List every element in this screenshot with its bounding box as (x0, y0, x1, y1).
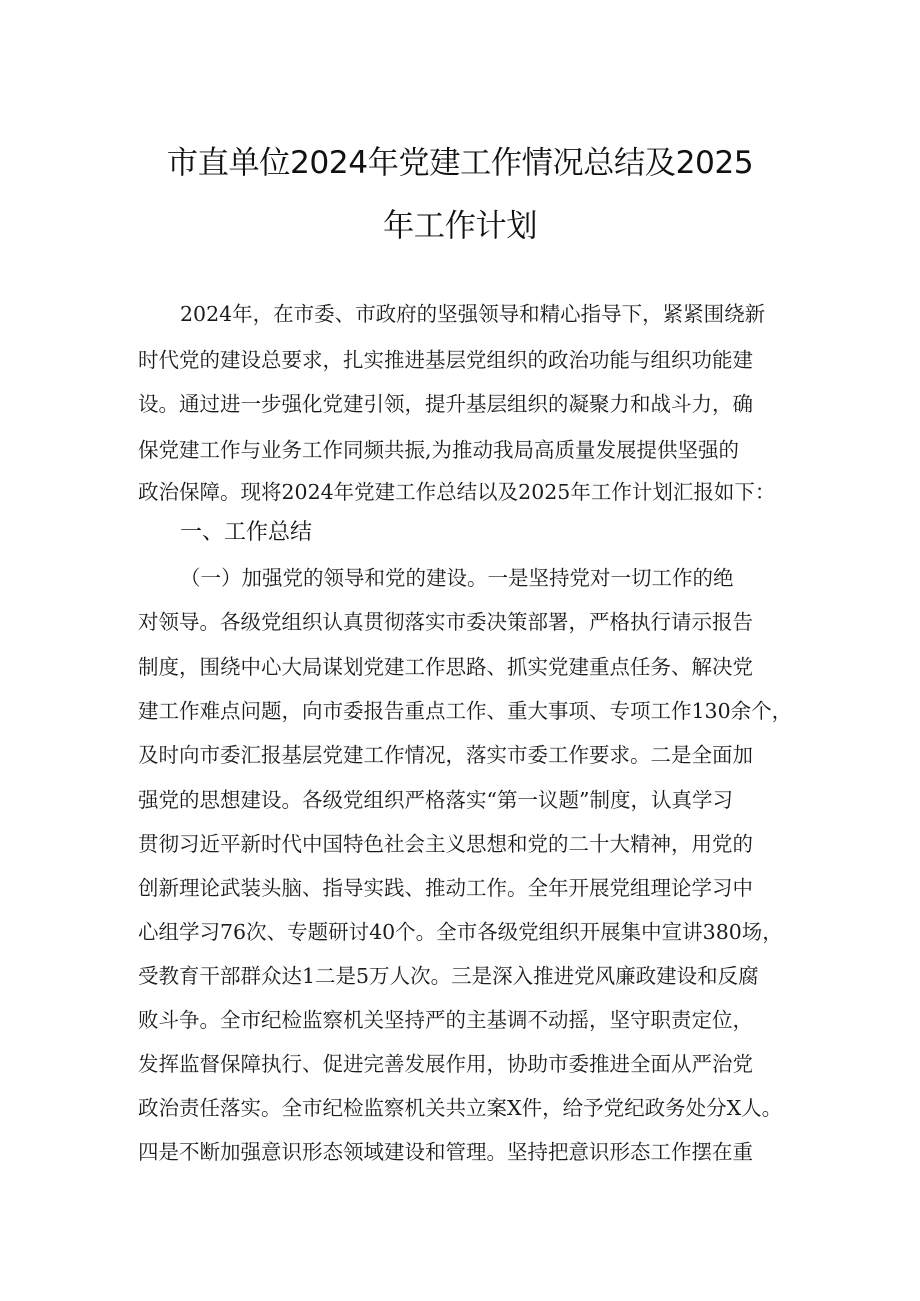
document-title-line-2: 年工作计划 (383, 208, 537, 244)
body-line-1: （一）加强党的领导和党的建设。一是坚持党对一切工作的绝 (180, 566, 734, 590)
body-line-4: 建工作难点问题，向市委报告重点工作、重大事项、专项工作130余个， (138, 699, 793, 723)
body-line-10: 受教育干部群众达1二是5万人次。三是深入推进党风廉政建设和反腐 (138, 964, 759, 988)
intro-line-5: 政治保障。现将2024年党建工作总结以及2025年工作计划汇报如下： (138, 480, 776, 504)
body-line-3: 制度，围绕中心大局谋划党建工作思路、抓实党建重点任务、解决党 (138, 655, 753, 679)
body-line-6: 强党的思想建设。各级党组织严格落实“第一议题”制度，认真学习 (138, 788, 733, 812)
section-heading-summary: 一、工作总结 (180, 520, 313, 545)
body-line-14: 四是不断加强意识形态领域建设和管理。坚持把意识形态工作摆在重 (138, 1140, 753, 1164)
intro-line-1: 2024年，在市委、市政府的坚强领导和精心指导下，紧紧围绕新 (180, 302, 766, 326)
intro-line-4: 保党建工作与业务工作同频共振,为推动我局高质量发展提供坚强的 (138, 438, 740, 462)
body-line-5: 及时向市委汇报基层党建工作情况，落实市委工作要求。二是全面加 (138, 743, 753, 767)
intro-line-2: 时代党的建设总要求，扎实推进基层党组织的政治功能与组织功能建 (138, 348, 753, 372)
body-line-13: 政治责任落实。全市纪检监察机关共立案X件，给予党纪政务处分X人。 (138, 1096, 783, 1120)
body-line-12: 发挥监督保障执行、促进完善发展作用，协助市委推进全面从严治党 (138, 1052, 753, 1076)
body-line-11: 败斗争。全市纪检监察机关坚持严的主基调不动摇，坚守职责定位， (138, 1008, 753, 1032)
intro-line-3: 设。通过进一步强化党建引领，提升基层组织的凝聚力和战斗力，确 (138, 392, 753, 416)
body-line-8: 创新理论武装头脑、指导实践、推动工作。全年开展党组理论学习中 (138, 876, 753, 900)
body-line-7: 贯彻习近平新时代中国特色社会主义思想和党的二十大精神，用党的 (138, 832, 753, 856)
body-line-9: 心组学习76次、专题研讨40个。全市各级党组织开展集中宣讲380场， (138, 920, 783, 944)
document-title-line-1: 市直单位2024年党建工作情况总结及2025 (166, 145, 754, 181)
body-line-2: 对领导。各级党组织认真贯彻落实市委决策部署，严格执行请示报告 (138, 610, 753, 634)
